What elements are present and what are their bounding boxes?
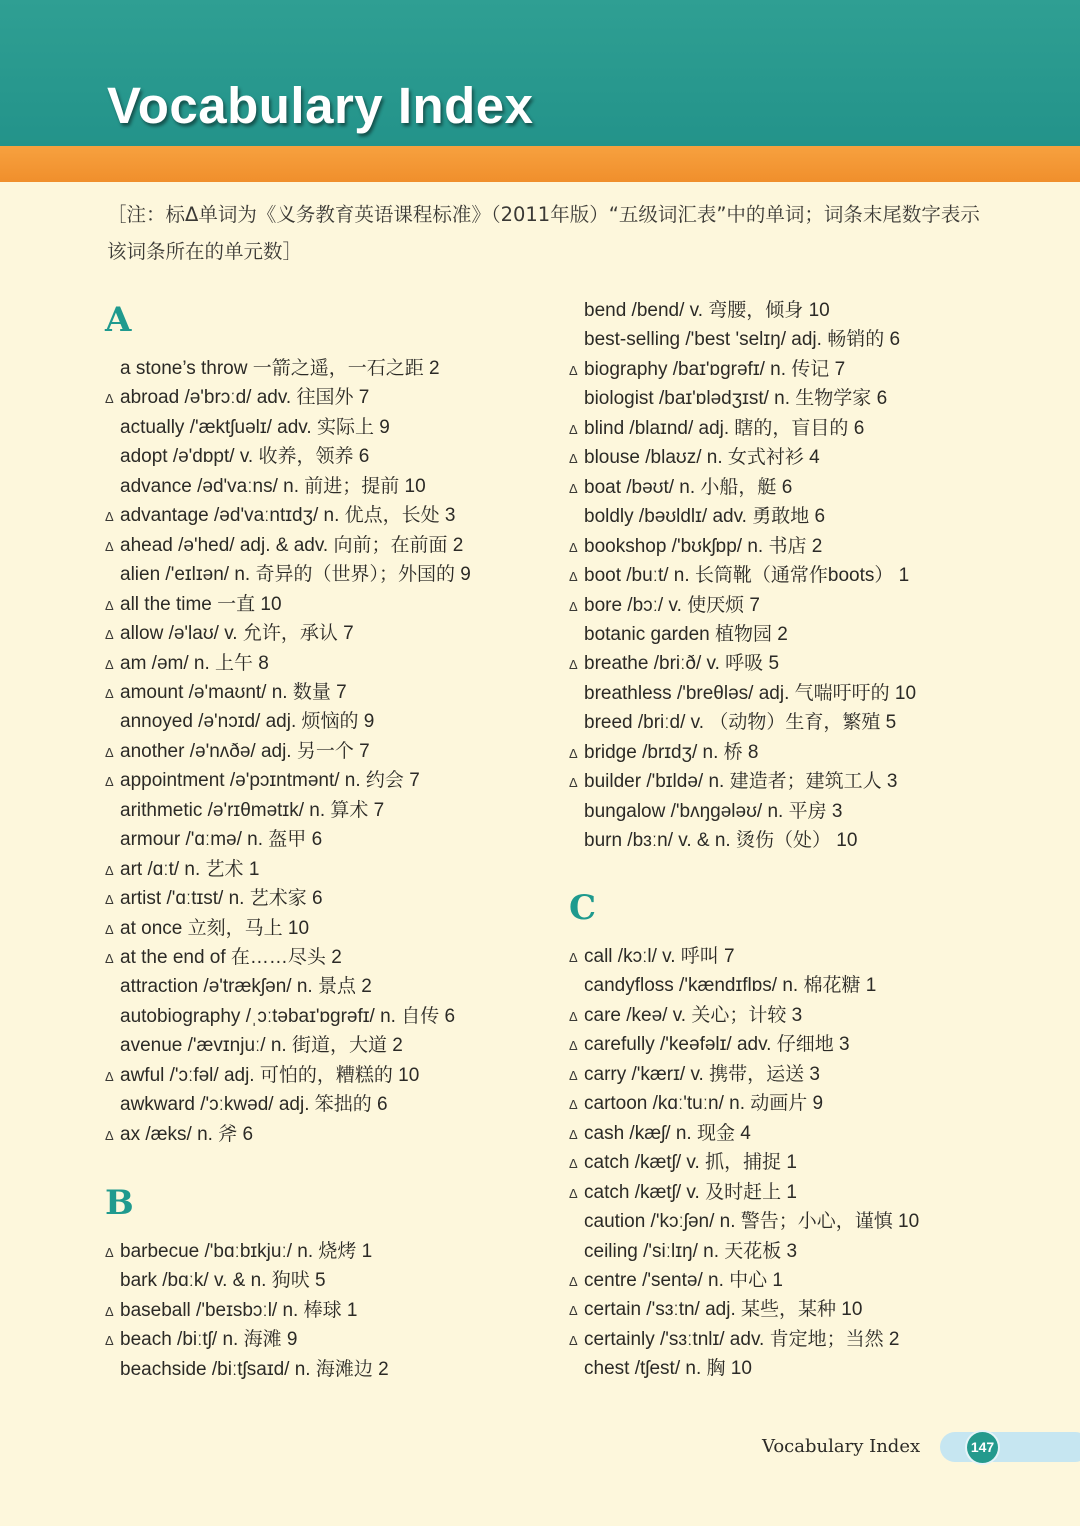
triangle-marker-icon: Δ xyxy=(105,774,114,790)
triangle-marker-icon: Δ xyxy=(569,657,578,673)
index-entry xyxy=(105,769,420,793)
triangle-marker-icon: Δ xyxy=(105,391,114,407)
index-entry xyxy=(584,1357,752,1381)
triangle-marker-icon: Δ xyxy=(569,1303,578,1319)
index-entry xyxy=(105,622,354,646)
index-entry xyxy=(120,445,369,469)
entry-text: artist /'ɑːtɪst/ n. 艺术家 6 xyxy=(120,888,323,910)
index-entry xyxy=(105,917,310,941)
entry-text: bend /bend/ v. 弯腰，倾身 10 xyxy=(584,300,830,321)
entry-text: botanic garden 植物园 2 xyxy=(584,623,788,645)
entry-text: arithmetic /ə'rɪθmətɪk/ n. 算术 7 xyxy=(120,799,385,821)
entry-text: appointment /ə'pɔɪntmənt/ n. 约会 7 xyxy=(120,770,420,792)
entry-text: breathless /'breθləs/ adj. 气喘吁吁的 10 xyxy=(584,682,917,704)
index-entry xyxy=(584,711,896,735)
index-entry xyxy=(584,974,876,998)
orange-stripe xyxy=(0,146,1080,182)
entry-text: candyfloss /'kændɪflɒs/ n. 棉花糖 1 xyxy=(584,975,877,997)
entry-text: advance /əd'vaːns/ n. 前进；提前 10 xyxy=(120,475,426,497)
page-number: 147 xyxy=(967,1432,998,1463)
entry-text: awful /'ɔːfəl/ adj. 可怕的，糟糕的 10 xyxy=(120,1064,420,1086)
triangle-marker-icon: Δ xyxy=(105,1068,114,1084)
index-entry xyxy=(120,1005,455,1029)
page-number-tab xyxy=(940,1432,1080,1462)
entry-text: art /ɑːt/ n. 艺术 1 xyxy=(120,858,260,880)
entry-text: bungalow /'bʌŋgələʊ/ n. 平房 3 xyxy=(584,800,843,822)
triangle-marker-icon: Δ xyxy=(569,745,578,761)
index-entry xyxy=(569,594,760,618)
index-entry xyxy=(105,593,282,617)
entry-text: catch /kætʃ/ v. 及时赶上 1 xyxy=(584,1181,797,1203)
entry-text: boldly /bəʊldlɪ/ adv. 勇敢地 6 xyxy=(584,506,826,528)
index-entry xyxy=(120,416,390,440)
triangle-marker-icon: Δ xyxy=(569,1185,578,1201)
entry-text: awkward /'ɔːkwəd/ adj. 笨拙的 6 xyxy=(120,1094,388,1116)
index-entry xyxy=(569,945,735,969)
triangle-marker-icon: Δ xyxy=(569,451,578,467)
entry-text: blouse /blaʊz/ n. 女式衬衫 4 xyxy=(584,447,820,469)
entry-text: ceiling /'siːlɪŋ/ n. 天花板 3 xyxy=(584,1240,798,1262)
triangle-marker-icon: Δ xyxy=(569,1097,578,1113)
index-entry xyxy=(120,975,372,999)
entry-text: boat /bəʊt/ n. 小船，艇 6 xyxy=(584,476,793,498)
triangle-marker-icon: Δ xyxy=(569,1067,578,1083)
entry-text: carefully /'keəfəlɪ/ adv. 仔细地 3 xyxy=(584,1034,850,1056)
index-entry xyxy=(569,1063,820,1087)
index-entry xyxy=(569,476,793,500)
index-entry xyxy=(569,535,823,559)
index-entry xyxy=(569,1328,900,1352)
entry-text: biologist /baɪ'ɒlədʒɪst/ n. 生物学家 6 xyxy=(584,388,888,410)
index-entry xyxy=(120,563,471,587)
index-entry xyxy=(120,1034,403,1058)
entry-text: amount /ə'maʊnt/ n. 数量 7 xyxy=(120,681,347,703)
triangle-marker-icon: Δ xyxy=(105,1303,114,1319)
entry-text: ax /æks/ n. 斧 6 xyxy=(120,1123,254,1145)
section-letter: A xyxy=(105,300,132,340)
index-entry xyxy=(105,946,342,970)
entry-text: baseball /'beɪsbɔːl/ n. 棒球 1 xyxy=(120,1299,358,1321)
entry-text: bark /bɑːk/ v. & n. 狗吠 5 xyxy=(120,1270,326,1292)
index-entry xyxy=(569,1269,783,1293)
index-entry xyxy=(584,505,825,529)
triangle-marker-icon: Δ xyxy=(569,1332,578,1348)
index-entry xyxy=(569,1151,797,1175)
triangle-marker-icon: Δ xyxy=(105,685,114,701)
index-entry xyxy=(105,1328,298,1352)
entry-text: autobiography /ˌɔːtəbaɪ'ɒgrəfɪ/ n. 自传 6 xyxy=(120,1005,456,1027)
index-entry xyxy=(120,1093,388,1117)
entry-text: care /keə/ v. 关心；计较 3 xyxy=(584,1004,803,1026)
entry-text: blind /blaɪnd/ adj. 瞎的，盲目的 6 xyxy=(584,417,865,439)
index-entry xyxy=(569,1004,803,1028)
triangle-marker-icon: Δ xyxy=(105,1245,114,1260)
index-entry xyxy=(584,829,857,853)
entry-text: call /kɔːl/ v. 呼叫 7 xyxy=(584,946,735,967)
entry-text: breathe /briːð/ v. 呼吸 5 xyxy=(584,653,780,675)
entry-text: alien /'eɪlɪən/ n. 奇异的（世界）；外国的 9 xyxy=(120,564,471,586)
entry-text: centre /'sentə/ n. 中心 1 xyxy=(584,1269,783,1291)
entry-text: attraction /ə'trækʃən/ n. 景点 2 xyxy=(120,976,372,998)
index-entry xyxy=(105,504,456,528)
triangle-marker-icon: Δ xyxy=(105,1127,114,1143)
index-entry xyxy=(569,1181,797,1205)
index-note: ［注：标Δ单词为《义务教育英语课程标准》（2011年版）“五级词汇表”中的单词；词条末尾数字表示该词条所在的单元数］ xyxy=(107,203,980,263)
entry-text: avenue /'ævɪnjuː/ n. 街道，大道 2 xyxy=(120,1035,403,1057)
section-letter: C xyxy=(569,888,597,928)
triangle-marker-icon: Δ xyxy=(105,892,114,908)
index-entry xyxy=(569,358,846,382)
triangle-marker-icon: Δ xyxy=(569,1126,578,1142)
entry-text: cash /kæʃ/ n. 现金 4 xyxy=(584,1122,751,1144)
title-banner xyxy=(0,0,1080,146)
index-entry xyxy=(584,387,887,411)
index-entry xyxy=(105,386,370,410)
index-entry xyxy=(105,858,260,882)
triangle-marker-icon: Δ xyxy=(105,1333,114,1349)
index-entry xyxy=(569,446,820,470)
section-letter: B xyxy=(105,1183,134,1223)
index-entry xyxy=(120,828,322,852)
index-entry xyxy=(120,710,374,734)
index-entry xyxy=(569,1122,751,1146)
index-entry xyxy=(569,741,759,765)
triangle-marker-icon: Δ xyxy=(569,1038,578,1054)
triangle-marker-icon: Δ xyxy=(105,597,114,613)
index-entry xyxy=(584,623,788,647)
triangle-marker-icon: Δ xyxy=(569,775,578,791)
footer-label: Vocabulary Index xyxy=(762,1436,921,1457)
entry-text: annoyed /ə'nɔɪd/ adj. 烦恼的 9 xyxy=(120,711,375,733)
entry-text: beach /biːtʃ/ n. 海滩 9 xyxy=(120,1329,298,1351)
triangle-marker-icon: Δ xyxy=(105,951,114,966)
entry-text: caution /'kɔːʃən/ n. 警告；小心，谨慎 10 xyxy=(584,1211,920,1233)
index-entry xyxy=(105,534,464,558)
triangle-marker-icon: Δ xyxy=(569,569,578,585)
index-entry xyxy=(105,681,347,705)
index-entry xyxy=(105,652,269,676)
entry-text: catch /kætʃ/ v. 抓，捕捉 1 xyxy=(584,1152,797,1174)
index-entry xyxy=(120,1269,326,1293)
entry-text: allow /ə'laʊ/ v. 允许，承认 7 xyxy=(120,623,354,645)
triangle-marker-icon: Δ xyxy=(105,509,114,525)
triangle-marker-icon: Δ xyxy=(569,539,578,555)
index-entry xyxy=(569,1298,863,1322)
entry-text: armour /'ɑːmə/ n. 盔甲 6 xyxy=(120,829,323,851)
entry-text: certainly /'sɜːtnlɪ/ adv. 肯定地；当然 2 xyxy=(584,1328,900,1350)
entry-text: bore /bɔː/ v. 使厌烦 7 xyxy=(584,594,760,616)
index-entry xyxy=(105,1064,420,1088)
triangle-marker-icon: Δ xyxy=(105,538,114,554)
triangle-marker-icon: Δ xyxy=(569,480,578,496)
entry-text: all the time 一直 10 xyxy=(120,593,282,615)
triangle-marker-icon: Δ xyxy=(105,627,114,643)
triangle-marker-icon: Δ xyxy=(105,744,114,760)
page-title: Vocabulary Index xyxy=(107,77,534,134)
entry-text: chest /tʃest/ n. 胸 10 xyxy=(584,1358,752,1380)
entry-text: at the end of 在……尽头 2 xyxy=(120,947,342,968)
entry-text: bridge /brɪdʒ/ n. 桥 8 xyxy=(584,741,759,763)
entry-text: breed /briːd/ v. （动物）生育，繁殖 5 xyxy=(584,712,897,734)
index-entry xyxy=(584,1210,919,1234)
index-entry xyxy=(569,770,898,794)
index-entry xyxy=(569,1033,850,1057)
entry-text: abroad /ə'brɔːd/ adv. 往国外 7 xyxy=(120,387,370,409)
triangle-marker-icon: Δ xyxy=(569,950,578,965)
entry-text: boot /buːt/ n. 长筒靴（通常作boots） 1 xyxy=(584,565,910,587)
entry-text: another /ə'nʌðə/ adj. 另一个 7 xyxy=(120,740,370,762)
triangle-marker-icon: Δ xyxy=(569,421,578,437)
triangle-marker-icon: Δ xyxy=(105,656,114,672)
index-entry xyxy=(105,1299,358,1323)
triangle-marker-icon: Δ xyxy=(105,862,114,878)
index-entry xyxy=(584,328,900,352)
triangle-marker-icon: Δ xyxy=(569,1008,578,1024)
triangle-marker-icon: Δ xyxy=(569,362,578,378)
index-entry xyxy=(569,1092,824,1116)
entry-text: at once 立刻，马上 10 xyxy=(120,917,310,939)
entry-text: a stone’s throw 一箭之遥，一石之距 2 xyxy=(120,358,440,379)
entry-text: beachside /biːtʃsaɪd/ n. 海滩边 2 xyxy=(120,1358,389,1380)
entry-text: biography /baɪ'ɒgrəfɪ/ n. 传记 7 xyxy=(584,358,846,380)
index-entry xyxy=(584,800,842,824)
index-entry xyxy=(569,652,780,676)
index-entry xyxy=(584,682,916,706)
entry-text: cartoon /kɑː'tuːn/ n. 动画片 9 xyxy=(584,1093,824,1115)
entry-text: burn /bɜːn/ v. & n. 烫伤（处） 10 xyxy=(584,830,858,852)
entry-text: best-selling /'best 'selɪŋ/ adj. 畅销的 6 xyxy=(584,329,901,351)
triangle-marker-icon: Δ xyxy=(105,921,114,937)
entry-text: certain /'sɜːtn/ adj. 某些，某种 10 xyxy=(584,1299,863,1321)
entry-text: advantage /əd'vaːntɪdʒ/ n. 优点，长处 3 xyxy=(120,505,456,527)
index-entry xyxy=(105,1123,254,1147)
entry-text: builder /'bɪldə/ n. 建造者；建筑工人 3 xyxy=(584,771,898,793)
index-entry xyxy=(120,475,426,499)
entry-text: bookshop /'bʊkʃɒp/ n. 书店 2 xyxy=(584,535,823,557)
index-entry xyxy=(105,887,323,911)
entry-text: actually /'æktʃuəlɪ/ adv. 实际上 9 xyxy=(120,416,390,438)
entry-text: adopt /ə'dɒpt/ v. 收养，领养 6 xyxy=(120,446,370,468)
index-entry xyxy=(584,1240,797,1264)
triangle-marker-icon: Δ xyxy=(569,1156,578,1172)
index-entry xyxy=(569,564,910,588)
entry-text: ahead /ə'hed/ adj. & adv. 向前；在前面 2 xyxy=(120,534,464,556)
index-entry xyxy=(120,1358,389,1382)
index-entry xyxy=(105,740,370,764)
entry-text: barbecue /'bɑːbɪkjuː/ n. 烧烤 1 xyxy=(120,1241,373,1262)
triangle-marker-icon: Δ xyxy=(569,598,578,614)
entry-text: carry /'kærɪ/ v. 携带，运送 3 xyxy=(584,1063,820,1085)
triangle-marker-icon: Δ xyxy=(569,1273,578,1289)
index-entry xyxy=(120,799,384,823)
index-entry xyxy=(105,1240,373,1264)
index-entry xyxy=(120,357,440,381)
index-entry xyxy=(569,417,865,441)
index-entry xyxy=(584,299,830,323)
entry-text: am /əm/ n. 上午 8 xyxy=(120,652,269,674)
